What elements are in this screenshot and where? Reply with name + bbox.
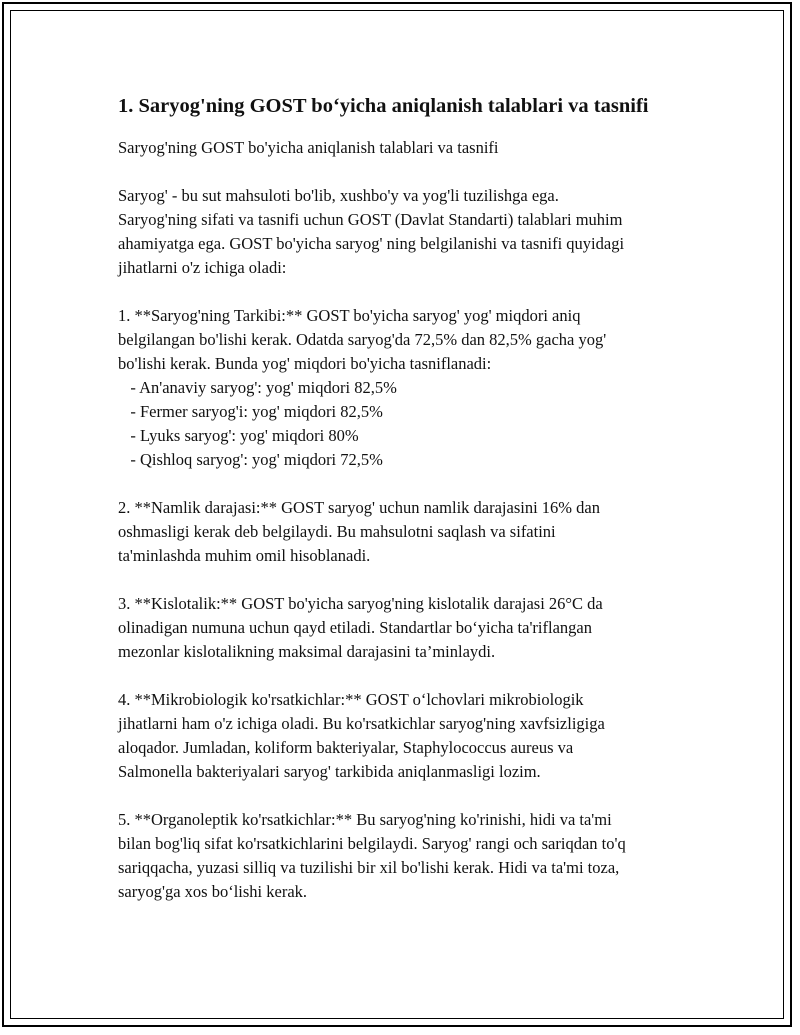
section-line: belgilangan bo'lishi kerak. Odatda saryog'da 72,5% dan 82,5% gacha yog' xyxy=(118,330,607,349)
section-composition xyxy=(118,304,698,472)
list-item: - Lyuks saryog': yog' miqdori 80% xyxy=(118,426,359,445)
section-acidity xyxy=(118,592,698,664)
section-line: mezonlar kislotalikning maksimal darajasini ta’minlaydi. xyxy=(118,642,496,661)
paragraph-gap xyxy=(118,280,698,304)
paragraph-gap xyxy=(118,784,698,808)
section-line: olinadigan numuna uchun qayd etiladi. Standartlar bo‘yicha ta'riflangan xyxy=(118,618,592,637)
list-item: - Fermer saryog'i: yog' miqdori 82,5% xyxy=(118,402,383,421)
list-item: - An'anaviy saryog': yog' miqdori 82,5% xyxy=(118,378,397,397)
paragraph-gap xyxy=(118,160,698,184)
section-microbiology xyxy=(118,688,698,784)
section-line: 1. **Saryog'ning Tarkibi:** GOST bo'yicha saryog' yog' miqdori aniq xyxy=(118,306,581,325)
section-line: 4. **Mikrobiologik ko'rsatkichlar:** GOST o‘lchovlari mikrobiologik xyxy=(118,690,584,709)
document-body xyxy=(118,90,698,904)
paragraph-gap xyxy=(118,568,698,592)
intro-line: ahamiyatga ega. GOST bo'yicha saryog' ning belgilanishi va tasnifi quyidagi xyxy=(118,234,625,253)
section-line: Salmonella bakteriyalari saryog' tarkibida aniqlanmasligi lozim. xyxy=(118,762,541,781)
section-organoleptic xyxy=(118,808,698,904)
section-line: saryog'ga xos bo‘lishi kerak. xyxy=(118,882,308,901)
section-line: sariqqacha, yuzasi silliq va tuzilishi bir xil bo'lishi kerak. Hidi va ta'mi toza, xyxy=(118,858,620,877)
section-line: bo'lishi kerak. Bunda yog' miqdori bo'yicha tasniflanadi: xyxy=(118,354,492,373)
section-line: oshmasligi kerak deb belgilaydi. Bu mahsulotni saqlash va sifatini xyxy=(118,522,556,541)
section-line: 3. **Kislotalik:** GOST bo'yicha saryog'ning kislotalik darajasi 26°C da xyxy=(118,594,603,613)
section-line: 2. **Namlik darajasi:** GOST saryog' uchun namlik darajasini 16% dan xyxy=(118,498,600,517)
document-subtitle: Saryog'ning GOST bo'yicha aniqlanish talablari va tasnifi xyxy=(118,138,499,157)
section-line: bilan bog'liq sifat ko'rsatkichlarini belgilaydi. Saryog' rangi och sariqdan to'q xyxy=(118,834,626,853)
intro-paragraph xyxy=(118,184,698,280)
intro-line: jihatlarni o'z ichiga oladi: xyxy=(118,258,287,277)
section-line: aloqador. Jumladan, koliform bakteriyalar, Staphylococcus aureus va xyxy=(118,738,574,757)
intro-line: Saryog' - bu sut mahsuloti bo'lib, xushbo'y va yog'li tuzilishga ega. xyxy=(118,186,559,205)
paragraph-gap xyxy=(118,664,698,688)
section-line: ta'minlashda muhim omil hisoblanadi. xyxy=(118,546,371,565)
document-heading: 1. Saryog'ning GOST bo‘yicha aniqlanish talablari va tasnifi xyxy=(118,95,649,117)
list-item: - Qishloq saryog': yog' miqdori 72,5% xyxy=(118,450,383,469)
section-line: 5. **Organoleptik ko'rsatkichlar:** Bu saryog'ning ko'rinishi, hidi va ta'mi xyxy=(118,810,612,829)
section-line: jihatlarni ham o'z ichiga oladi. Bu ko'rsatkichlar saryog'ning xavfsizligiga xyxy=(118,714,605,733)
intro-line: Saryog'ning sifati va tasnifi uchun GOST (Davlat Standarti) talablari muhim xyxy=(118,210,623,229)
paragraph-gap xyxy=(118,472,698,496)
section-moisture xyxy=(118,496,698,568)
